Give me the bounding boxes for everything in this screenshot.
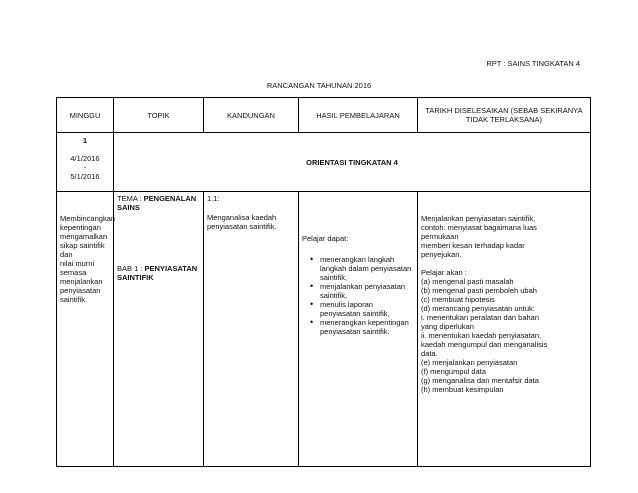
kandungan-text: Menganalisa kaedah penyiasatan saintifik. <box>207 213 277 231</box>
tarikh-line: i. menentukan peralatan dan bahan <box>421 313 540 322</box>
hasil-item: • menulis laporan penyiasatan saintifik, <box>320 300 414 318</box>
tarikh-line: data. <box>421 349 438 358</box>
desc-line: kepentingan <box>60 223 101 232</box>
hasil-item: • menjalankan penyiasatan saintifik, <box>320 282 414 300</box>
tarikh-line: (e) menjalankan penyiasatan <box>421 358 518 367</box>
spacer <box>421 259 587 268</box>
hasil-intro: Pelajar dapat: <box>302 234 349 243</box>
desc-line: Membincangkan <box>60 214 116 223</box>
tarikh-line: penyejukan. <box>421 250 462 259</box>
kandungan-code: 1.1: <box>207 194 220 203</box>
desc-line: sikap saintifik <box>60 241 105 250</box>
col-tarikh: TARIKH DISELESAIKAN (SEBAB SEKIRANYA TIDAK TERLAKSANA) <box>418 98 591 133</box>
hasil-list <box>302 255 414 336</box>
tarikh-line: Menjalankan penyiasatan saintifik, <box>421 214 536 223</box>
kandungan-cell <box>204 192 299 467</box>
col-kandungan: KANDUNGAN <box>204 98 299 133</box>
tarikh-line: (f) mengumpul data <box>421 367 487 376</box>
minggu-description <box>57 192 114 467</box>
desc-line: mengamalkan <box>60 232 108 241</box>
date-start: 4/1/2016 <box>70 154 100 163</box>
tarikh-line: kaedah mengumpul dan menganalisis <box>421 340 548 349</box>
rpt-label: RPT : SAINS TINGKATAN 4 <box>486 59 580 68</box>
tema-line <box>117 194 200 212</box>
tarikh-line: (h) membuat kesimpulan <box>421 385 504 394</box>
desc-line: saintifik. <box>60 295 88 304</box>
document-title: RANCANGAN TAHUNAN 2016 <box>266 81 372 90</box>
date-dash: - <box>83 163 87 172</box>
orientation-week-cell <box>57 133 114 192</box>
header-row <box>57 98 591 133</box>
col-hasil-pembelajaran: HASIL PEMBELAJARAN <box>299 98 418 133</box>
hasil-item: • menerangkan kepentingan penyiasatan saintifik. <box>320 318 414 336</box>
tarikh-line: Pelajar akan : <box>421 268 467 277</box>
bab-label: BAB 1 : <box>117 264 145 273</box>
tema-value: PENGENALAN SAINS <box>117 194 197 212</box>
tarikh-line: (g) menganalisa dan mentafsir data <box>421 376 539 385</box>
desc-line: menjalankan <box>60 277 103 286</box>
desc-line: dan <box>60 250 73 259</box>
col-minggu: MINGGU <box>57 98 114 133</box>
week-number: 1 <box>82 136 88 145</box>
tarikh-line: memberi kesan terhadap kadar <box>421 241 525 250</box>
tarikh-line: yang diperlukan <box>421 322 474 331</box>
tarikh-line: ii. menentukan kaedah penyiasatan, <box>421 331 542 340</box>
bab-value: PENYIASATAN SAINTIFIK <box>117 264 198 282</box>
orientation-row <box>57 133 591 192</box>
hasil-item: • menerangkan langkah langkah dalam penyiasatan saintifik, <box>320 255 414 282</box>
tarikh-line: (c) membuat hipotesis <box>421 295 495 304</box>
tarikh-cell <box>418 192 591 467</box>
main-row <box>57 192 591 467</box>
topik-cell <box>114 192 204 467</box>
bab-line <box>117 264 200 282</box>
tarikh-line: permukaan <box>421 232 459 241</box>
hasil-cell <box>299 192 418 467</box>
desc-line: semasa <box>60 268 87 277</box>
tarikh-line: (a) mengenal pasti masalah <box>421 277 514 286</box>
tarikh-line: (d) merancang penyiasatan untuk: <box>421 304 535 313</box>
orientation-title: ORIENTASI TINGKATAN 4 <box>114 133 591 192</box>
date-end: 5/1/2016 <box>70 172 100 181</box>
desc-line: penyiasatan <box>60 286 101 295</box>
tarikh-line: (b) mengenal pasti pemboleh ubah <box>421 286 537 295</box>
tarikh-line: contoh: menyiasat bagaimana luas <box>421 223 537 232</box>
tema-label: TEMA : <box>117 194 144 203</box>
desc-line: nilai murni <box>60 259 95 268</box>
col-topik: TOPIK <box>114 98 204 133</box>
plan-table <box>56 97 591 467</box>
